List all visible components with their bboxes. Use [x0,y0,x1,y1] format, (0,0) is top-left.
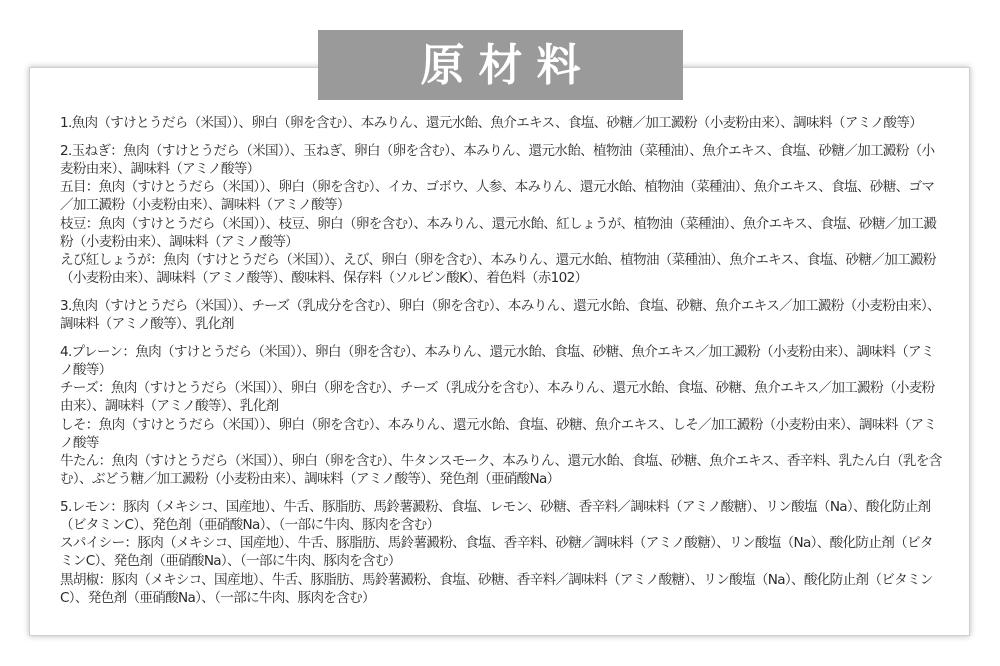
ingredient-line: 1.魚肉（すけとうだら（米国））、卵白（卵を含む）、本みりん、還元水飴、魚介エキス、食塩、砂糖／加工澱粉（小麦粉由来）、調味料（アミノ酸等） [60,115,923,131]
product-group-3 [60,297,942,333]
ingredient-line: 枝豆：魚肉（すけとうだら（米国））、枝豆、卵白（卵を含む）、本みりん、還元水飴、紅しょうが、植物油（菜種油）、魚介エキス、食塩、砂糖／加工澱粉（小麦粉由来）、調味料（アミノ酸等） [60,215,937,250]
ingredient-line: 3.魚肉（すけとうだら（米国））、チーズ（乳成分を含む）、卵白（卵を含む）、本みりん、還元水飴、食塩、砂糖、魚介エキス／加工澱粉（小麦粉由来）、調味料（アミノ酸等）、乳化剤 [60,297,940,333]
ingredient-line: スパイシー：豚肉（メキシコ、国産地）、牛舌、豚脂肪、馬鈴薯澱粉、食塩、香辛料、砂糖／調味料（アミノ酸糖）、リン酸塩（Na）、酸化防止剤（ビタミンC）、発色剤（亜硝酸Na）、（一部に牛肉、豚肉を含む） [60,535,933,570]
ingredient-line: 黒胡椒：豚肉（メキシコ、国産地）、牛舌、豚脂肪、馬鈴薯澱粉、食塩、砂糖、香辛料／調味料（アミノ酸糖）、リン酸塩（Na）、酸化防止剤（ビタミンC）、発色剤（亜硝酸Na）、（一部に牛肉、豚肉を含む） [60,571,933,606]
ingredient-line: えび紅しょうが：魚肉（すけとうだら（米国））、えび、卵白（卵を含む）、本みりん、還元水飴、植物油（菜種油）、魚介エキス、食塩、砂糖／加工澱粉（小麦粉由来）、調味料（アミノ酸等）、酸味料、保存料（ソルビン酸K）、着色料（赤102） [60,251,936,287]
ingredient-line: 2.玉ねぎ：魚肉（すけとうだら（米国））、玉ねぎ、卵白（卵を含む）、本みりん、還元水飴、植物油（菜種油）、魚介エキス、食塩、砂糖／加工澱粉（小麦粉由来）、調味料（アミノ酸等） [60,142,935,177]
ingredient-line: チーズ：魚肉（すけとうだら（米国））、卵白（卵を含む）、チーズ（乳成分を含む）、本みりん、還元水飴、食塩、砂糖、魚介エキス／加工澱粉（小麦粉由来）、調味料（アミノ酸等）、乳化剤 [60,380,935,415]
ingredient-line: 5.レモン：豚肉（メキシコ、国産地）、牛舌、豚脂肪、馬鈴薯澱粉、食塩、レモン、砂糖、香辛料／調味料（アミノ酸糖）、リン酸塩（Na）、酸化防止剤（ビタミンC）、発色剤（亜硝酸Na）、（一部に牛肉、豚肉を含む） [60,498,931,534]
product-group-1 [60,114,942,132]
ingredients-content [60,114,942,617]
ingredient-line: 五目：魚肉（すけとうだら（米国））、卵白（卵を含む）、イカ、ゴボウ、人参、本みりん、還元水飴、植物油（菜種油）、魚介エキス、食塩、砂糖、ゴマ／加工澱粉（小麦粉由来）、調味料（アミノ酸等） [60,179,935,214]
title-tab: 原材料 [318,30,683,100]
ingredient-line: 牛たん：魚肉（すけとうだら（米国））、卵白（卵を含む）、牛タンスモーク、本みりん、還元水飴、食塩、砂糖、魚介エキス、香辛料、乳たん白（乳を含む）、ぶどう糖／加工澱粉（小麦粉由来）、調味料（アミノ酸等）、発色剤（亜硝酸Na） [60,452,942,488]
ingredient-line: 4.プレーン：魚肉（すけとうだら（米国））、卵白（卵を含む）、本みりん、還元水飴、食塩、砂糖、魚介エキス／加工澱粉（小麦粉由来）、調味料（アミノ酸等） [60,343,934,378]
product-group-2 [60,142,942,288]
product-group-5 [60,498,942,607]
product-group-4 [60,343,942,489]
ingredient-line: しそ：魚肉（すけとうだら（米国））、卵白（卵を含む）、本みりん、還元水飴、食塩、砂糖、魚介エキス、しそ／加工澱粉（小麦粉由来）、調味料（アミノ酸等 [60,416,937,451]
